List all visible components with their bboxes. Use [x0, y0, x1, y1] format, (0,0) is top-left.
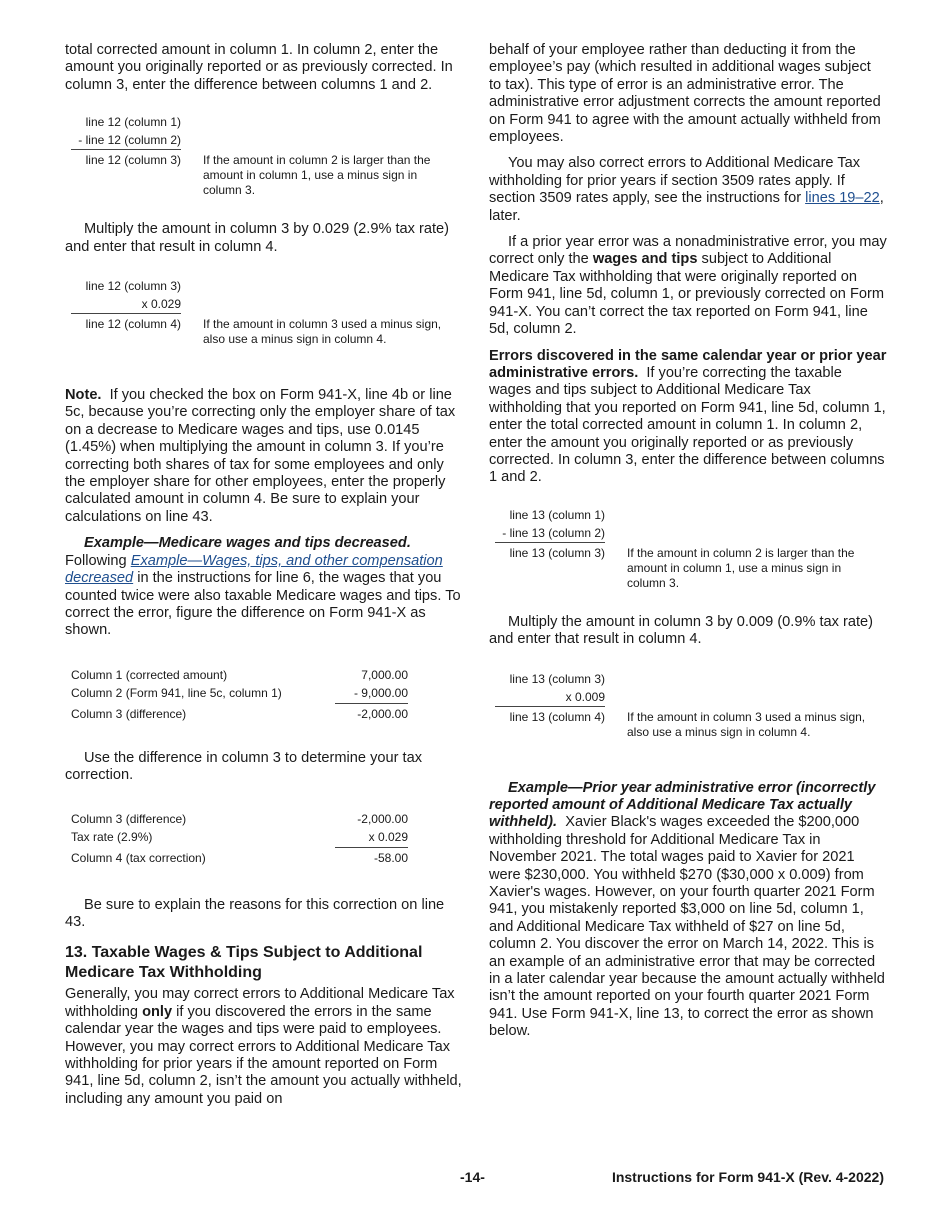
calc-line: x 0.029 — [141, 297, 181, 312]
table-value: - 9,000.00 — [353, 685, 408, 700]
example-text: Xavier Black's wages exceeded the $200,000 withholding threshold for Additional Medicare Tax in November 2021. The total wages paid to Xavier for 2021 were $230,000. You withheld $270 ($30,000 x 0.009) from Xavier's wages. However, on your fourth quarter 2021 Form 941, you mistakenly reported $3,000 on line 5d, column 1, and Additional Medicare Tax withheld of $27 on line 5d, column 2. You discover the error on March 14, 2022. This is an example of an administrative error that may be corrected in a later calendar year because the amount actually withheld isn’t the amount reported on your fourth quarter 2021 Form 941. Use Form 941-X, line 13, to correct the error as shown below. — [489, 814, 885, 1040]
paragraph: Use the difference in column 3 to determine your tax correction. — [65, 749, 423, 784]
calc-rule — [495, 542, 605, 543]
text-span: if you discovered the errors in the same calendar year the wages and tips were paid to employees. However, you may correct errors to Additional Medicare Tax withholding for prior years if the amount reported on Form 941, line 5d, column 2, isn’t the amount you actually withheld, including any amount you paid on — [65, 1003, 462, 1107]
table-value: -2,000.00 — [357, 706, 408, 721]
calc-note: If the amount in column 3 used a minus sign, also use a minus sign in column 4. — [627, 709, 866, 739]
errors-paragraph — [489, 348, 887, 487]
text-span: Generally, you may correct errors to Additional Medicare Tax withholding — [65, 986, 455, 1020]
table-rule — [335, 703, 408, 704]
right-column — [489, 42, 887, 1041]
calc-note: If the amount in column 2 is larger than the amount in column 1, use a minus sign in column 3. — [627, 545, 855, 590]
calc-line: line 12 (column 4) — [85, 317, 181, 332]
example-pre: Following — [65, 552, 127, 569]
tax-correction-table — [65, 797, 463, 897]
calc-line: x 0.009 — [565, 689, 605, 704]
paragraph — [489, 155, 887, 225]
table-label: Column 3 (difference) — [71, 706, 187, 721]
form-title: Instructions for Form 941-X (Rev. 4-2022) — [611, 1169, 884, 1185]
calc-line: - line 13 (column 2) — [502, 525, 605, 540]
table-value: -58.00 — [373, 850, 408, 865]
calc-line: - line 12 (column 2) — [78, 133, 181, 148]
left-column — [65, 42, 463, 1108]
table-rule — [335, 847, 408, 848]
calc-block-col4 — [65, 270, 463, 387]
table-label: Column 3 (difference) — [71, 811, 187, 826]
errors-heading: Errors discovered in the same calendar year or prior year administrative errors. — [489, 347, 887, 381]
example-link[interactable]: Example—Wages, tips, and other compensation decreased — [65, 552, 443, 587]
bold-text: only — [142, 1003, 173, 1020]
section-heading: 13. Taxable Wages & Tips Subject to Additional Medicare Tax Withholding — [65, 944, 423, 982]
example-post: in the instructions for line 6, the wages that you counted twice were also taxable Medicare wages and tips. To correct the error, figure the difference on Form 941-X as shown. — [65, 570, 461, 639]
example-heading: Example—Medicare wages and tips decreased. — [84, 535, 411, 552]
paragraph — [489, 234, 887, 338]
note-label: Note. — [65, 387, 102, 404]
calc-line: line 13 (column 1) — [509, 507, 605, 522]
page-number: -14- — [460, 1169, 485, 1185]
bold-text: wages and tips — [592, 251, 698, 268]
calc-block-col3 — [489, 499, 887, 614]
calc-rule — [495, 706, 605, 707]
table-value: 7,000.00 — [361, 667, 408, 682]
calc-block-col3 — [65, 106, 463, 221]
paragraph: Multiply the amount in column 3 by 0.009 (0.9% tax rate) and enter that result in column 4. — [489, 613, 874, 648]
table-value: x 0.029 — [368, 829, 408, 844]
calc-block-col4 — [489, 663, 887, 780]
paragraph: total corrected amount in column 1. In column 2, enter the amount you originally reported or as previously corrected. In column 3, enter the difference between columns 1 and 2. — [65, 42, 453, 93]
table-value: -2,000.00 — [357, 811, 408, 826]
paragraph: Be sure to explain the reasons for this correction on line 43. — [65, 896, 445, 930]
calc-line: line 13 (column 3) — [509, 671, 605, 686]
calc-note: If the amount in column 2 is larger than the amount in column 1, use a minus sign in column 3. — [203, 153, 431, 198]
calc-rule — [71, 313, 181, 314]
calc-note: If the amount in column 3 used a minus sign, also use a minus sign in column 4. — [203, 317, 442, 347]
section-paragraph — [65, 986, 463, 1108]
difference-table — [65, 652, 463, 742]
calc-line: line 13 (column 4) — [509, 709, 605, 724]
calc-line: line 12 (column 3) — [85, 153, 181, 168]
calc-line: line 12 (column 3) — [85, 279, 181, 294]
table-label: Column 2 (Form 941, line 5c, column 1) — [71, 685, 282, 700]
note-paragraph — [65, 387, 463, 526]
example-paragraph — [489, 780, 887, 1041]
text-span: , later. — [489, 190, 884, 224]
note-text: If you checked the box on Form 941-X, line 4b or line 5c, because you’re correcting only the employer share of tax on a decrease to Medicare wages and tips, use 0.0145 (1.45%) when multiplying the amount in column 3. If you’re correcting both shares of tax for some employees and only the employer share for other employees, enter the properly calculated amount in column 4. Be sure to explain your calculations on line 43. — [65, 387, 456, 525]
example-heading: Example—Prior year administrative error (incorrectly reported amount of Additional Medicare Tax actually withheld). — [489, 779, 876, 831]
table-label: Column 4 (tax correction) — [71, 850, 206, 865]
calc-line: line 12 (column 1) — [85, 115, 181, 130]
table-label: Column 1 (corrected amount) — [71, 667, 228, 682]
calc-line: line 13 (column 3) — [509, 545, 605, 560]
text-span: You may also correct errors to Additional Medicare Tax withholding for prior years if section 3509 rates apply. If section 3509 rates apply, see the instructions for — [489, 155, 861, 207]
example-paragraph — [65, 535, 463, 639]
errors-text: If you’re correcting the taxable wages and tips subject to Additional Medicare Tax withholding that you reported on Form 941, line 5d, column 1, enter the total corrected amount in column 1. In column 2, enter the amount you originally reported or as previously corrected. In column 3, enter the difference between columns 1 and 2. — [489, 364, 886, 486]
text-span: subject to Additional Medicare Tax withholding that were originally reported on Form 941, line 5d, column 1, or previously corrected on Form 941-X. You can’t correct the tax reported on Form 941, line 5d, column 2. — [489, 251, 885, 338]
text-span: If a prior year error was a nonadministrative error, you may correct only the — [489, 234, 887, 268]
paragraph: behalf of your employee rather than deducting it from the employee’s pay (which resulted in additional wages subject to tax). This type of error is an administrative error. The administrative error adjustment corrects the amount reported on Form 941 to agree with the amount actually withheld from employees. — [489, 42, 881, 146]
paragraph: Multiply the amount in column 3 by 0.029 (2.9% tax rate) and enter that result in column 4. — [65, 221, 450, 255]
calc-rule — [71, 149, 181, 150]
lines-19-22-link[interactable]: lines 19–22 — [805, 190, 880, 207]
table-label: Tax rate (2.9%) — [71, 829, 153, 844]
